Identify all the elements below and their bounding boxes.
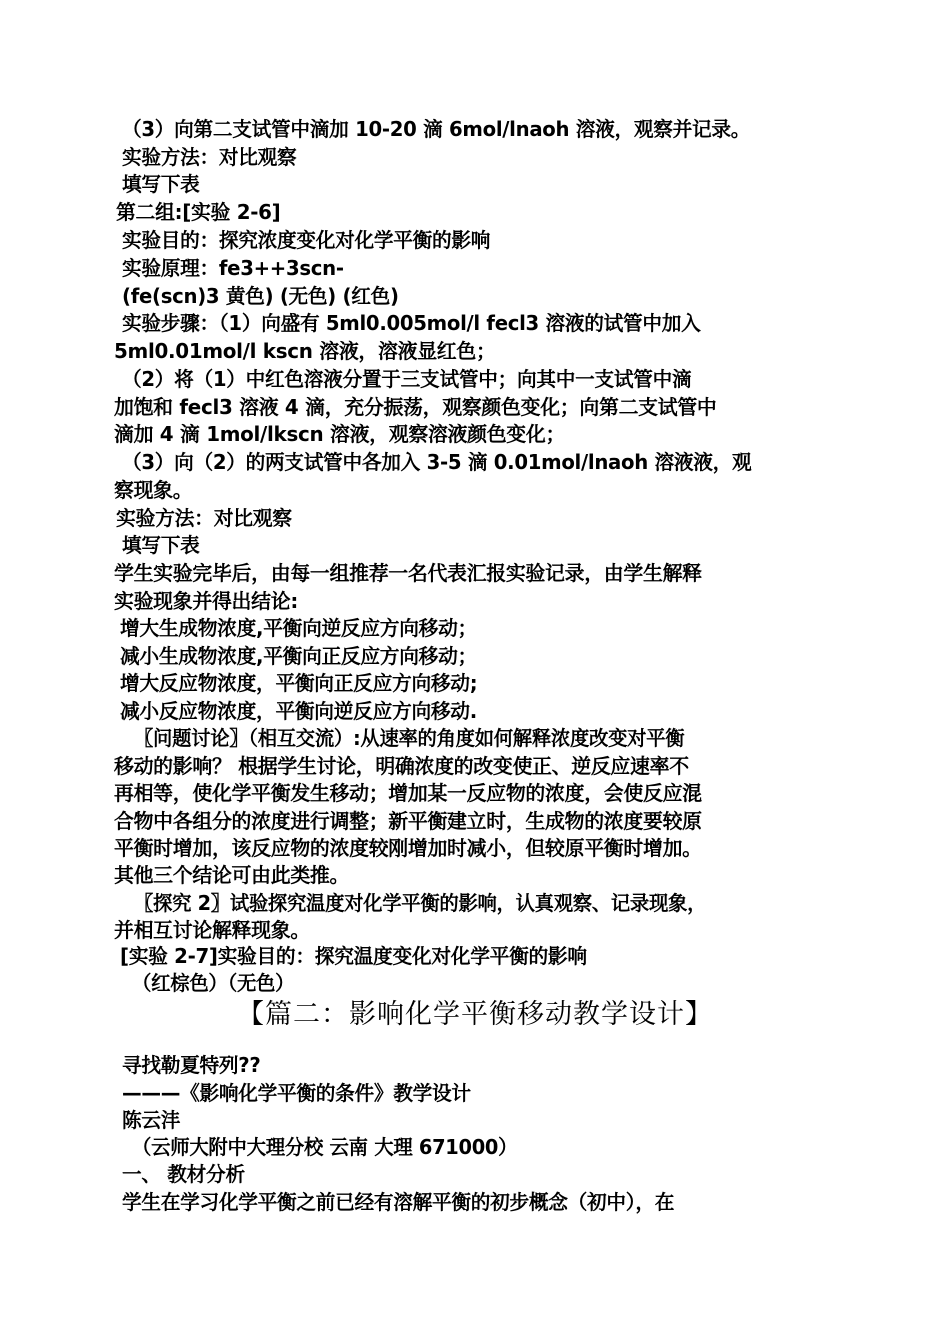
text-line: （3）向（2）的两支试管中各加入 3-5 滴 0.01mol/lnaoh 溶液液，观 (122, 450, 752, 474)
text-line: 增大生成物浓度,平衡向逆反应方向移动； (120, 616, 477, 640)
text-line: 并相互讨论解释现象。 (114, 918, 310, 942)
text-line: 5ml0.01mol/l kscn 溶液，溶液显红色； (114, 339, 496, 363)
text-line: 实验目的：探究浓度变化对化学平衡的影响 (122, 228, 491, 252)
text-line: 平衡时增加，该反应物的浓度较刚增加时减小，但较原平衡时增加。 (114, 836, 702, 860)
text-line: 实验现象并得出结论: (114, 589, 298, 613)
section-title: 【篇二：影响化学平衡移动教学设计】 (237, 999, 713, 1030)
text-line: 实验方法：对比观察 (122, 145, 297, 169)
text-line: 察现象。 (114, 478, 193, 502)
text-line: （2）将（1）中红色溶液分置于三支试管中；向其中一支试管中滴 (122, 367, 692, 391)
text-line: （红棕色）（无色） (132, 971, 295, 995)
text-line: 第二组:[实验 2-6] (116, 200, 281, 224)
text-line: 滴加 4 滴 1mol/lkscn 溶液，观察溶液颜色变化； (114, 422, 566, 446)
text-line: 减小生成物浓度,平衡向正反应方向移动； (120, 644, 477, 668)
text-line: 其他三个结论可由此类推。 (114, 863, 350, 887)
text-line: 〖问题讨论〗（相互交流）:从速率的角度如何解释浓度改变对平衡 (134, 726, 685, 750)
text-line: 增大反应物浓度，平衡向正反应方向移动; (120, 671, 478, 695)
text-line: (fe(scn)3 黄色) (无色) (红色) (122, 284, 399, 308)
text-line: 实验步骤：（1）向盛有 5ml0.005mol/l fecl3 溶液的试管中加入 (122, 311, 701, 335)
text-line: （云师大附中大理分校 云南 大理 671000） (132, 1135, 518, 1159)
text-line: 学生在学习化学平衡之前已经有溶解平衡的初步概念（初中），在 (122, 1190, 675, 1214)
text-line: ———《影响化学平衡的条件》教学设计 (122, 1081, 471, 1105)
text-line: 寻找勒夏特列?? (122, 1053, 261, 1077)
text-line: 减小反应物浓度，平衡向逆反应方向移动. (120, 699, 477, 723)
text-line: 移动的影响？ 根据学生讨论，明确浓度的改变使正、逆反应速率不 (114, 754, 689, 778)
text-line: 填写下表 (122, 172, 200, 196)
text-line: 填写下表 (122, 533, 200, 557)
text-line: 合物中各组分的浓度进行调整；新平衡建立时，生成物的浓度要较原 (114, 809, 702, 833)
text-line: 实验原理：fe3++3scn- (122, 256, 344, 280)
text-line: 学生实验完毕后，由每一组推荐一名代表汇报实验记录，由学生解释 (114, 561, 702, 585)
text-line: 再相等，使化学平衡发生移动；增加某一反应物的浓度，会使反应混 (114, 781, 702, 805)
text-line: 〖探究 2〗试验探究温度对化学平衡的影响，认真观察、记录现象， (134, 891, 707, 915)
text-line: 一、 教材分析 (122, 1162, 245, 1186)
text-line: 陈云沣 (122, 1108, 181, 1132)
text-line: （3）向第二支试管中滴加 10-20 滴 6mol/lnaoh 溶液，观察并记录。 (122, 117, 751, 141)
text-line: 实验方法：对比观察 (116, 506, 292, 530)
text-line: [实验 2-7]实验目的：探究温度变化对化学平衡的影响 (120, 944, 587, 968)
text-line: 加饱和 fecl3 溶液 4 滴，充分振荡，观察颜色变化；向第二支试管中 (114, 395, 717, 419)
